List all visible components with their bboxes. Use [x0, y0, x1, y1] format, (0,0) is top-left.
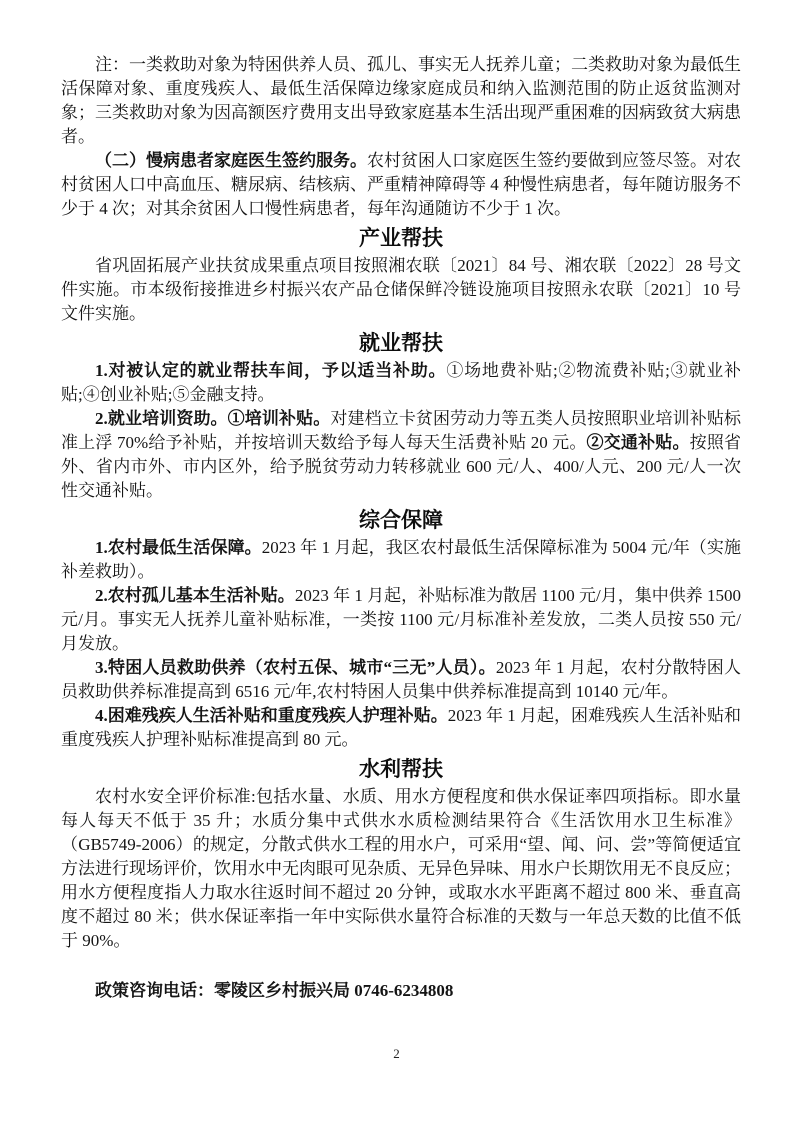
- text-run-bold: ②交通补贴。: [586, 433, 690, 452]
- text-run-bold: 4.困难残疾人生活补贴和重度残疾人护理补贴。: [95, 706, 448, 725]
- text-run: 按照省外、省内市外、市内区外，给予脱贫劳动力转移就业 600 元/人、400/人元、200 元/人一次性交通补贴。: [61, 433, 742, 500]
- text-run-bold: 2.农村孤儿基本生活补贴。: [95, 586, 295, 605]
- section-heading: 综合保障: [359, 509, 443, 532]
- paragraph: [61, 584, 741, 656]
- paragraph: [61, 785, 741, 953]
- paragraph: [61, 254, 741, 326]
- text-run-bold: （二）慢病患者家庭医生签约服务。: [95, 151, 367, 170]
- text-run: 2023 年 1 月起，我区农村最低生活保障标准为 5004 元/年（实施补差救助）。: [61, 538, 742, 581]
- text-run: 2023 年 1 月起，农村分散特困人员救助供养标准提高到 6516 元/年,农村特困人员集中供养标准提高到 10140 元/年。: [61, 658, 742, 701]
- document-content: [61, 53, 741, 953]
- text-run-bold: 2.就业培训资助。①培训补贴。: [95, 409, 331, 428]
- text-run-bold: 1.农村最低生活保障。: [95, 538, 262, 557]
- text-run-bold: 3.特困人员救助供养（农村五保、城市“三无”人员）。: [95, 658, 496, 677]
- section-heading: 产业帮扶: [359, 227, 443, 250]
- paragraph: [61, 704, 741, 752]
- policy-contact-line: 政策咨询电话：零陵区乡村振兴局 0746-6234808: [95, 981, 454, 1000]
- text-run: 对建档立卡贫困劳动力等五类人员按照职业培训补贴标准上浮 70%给予补贴，并按培训天数给予每人每天生活费补贴 20 元。: [61, 409, 742, 452]
- text-run: 农村贫困人口家庭医生签约要做到应签尽签。对农村贫困人口中高血压、糖尿病、结核病、严重精神障碍等 4 种慢性病患者，每年随访服务不少于 4 次；对其余贫困人口慢性病患者，每年沟通随访不少于 1 次。: [61, 151, 741, 218]
- paragraph: [61, 536, 741, 584]
- text-run: 注：一类救助对象为特困供养人员、孤儿、事实无人抚养儿童；二类救助对象为最低生活保障对象、重度残疾人、最低生活保障边缘家庭成员和纳入监测范围的防止返贫监测对象；三类救助对象为因高额医疗费用支出导致家庭基本生活出现严重困难的因病致贫大病患者。: [61, 55, 741, 146]
- text-run: 省巩固拓展产业扶贫成果重点项目按照湘农联〔2021〕84 号、湘农联〔2022〕28 号文件实施。市本级衔接推进乡村振兴农产品仓储保鲜冷链设施项目按照永农联〔2021〕10 号文件实施。: [61, 256, 741, 323]
- text-run: 2023 年 1 月起，困难残疾人生活补贴和重度残疾人护理补贴标准提高到 80 元。: [61, 706, 741, 749]
- paragraph: [61, 407, 741, 503]
- section-heading: 就业帮扶: [359, 332, 443, 355]
- section-heading: 水利帮扶: [359, 758, 443, 781]
- paragraph: [61, 359, 741, 407]
- paragraph: [61, 53, 741, 149]
- paragraph: [61, 149, 741, 221]
- text-run-bold: 1.对被认定的就业帮扶车间，予以适当补助。: [95, 361, 447, 380]
- text-run: 2023 年 1 月起，补贴标准为散居 1100 元/月，集中供养 1500 元/月。事实无人抚养儿童补贴标准，一类按 1100 元/月标准补差发放，二类人员按 550 元/月发放。: [61, 586, 742, 653]
- page-number: 2: [393, 1046, 400, 1061]
- text-run: ①场地费补贴;②物流费补贴;③就业补贴;④创业补贴;⑤金融支持。: [61, 361, 742, 404]
- paragraph: [61, 656, 741, 704]
- text-run: 农村水安全评价标准:包括水量、水质、用水方便程度和供水保证率四项指标。即水量每人每天不低于 35 升；水质分集中式供水水质检测结果符合《生活饮用水卫生标准》（GB5749-2006）的规定，分散式供水工程的用水户，可采用“望、闻、问、尝”等简便适宜方法进行现场评价，饮用水中无肉眼可见杂质、无异色异味、用水户长期饮用无不良反应；用水方便程度指人力取水往返时间不超过 20 分钟，或取水水平距离不超过 800 米、垂直高度不超过 80 米；供水保证率指一年中实际供水量符合标准的天数与一年总天数的比值不低于 90%。: [61, 787, 741, 950]
